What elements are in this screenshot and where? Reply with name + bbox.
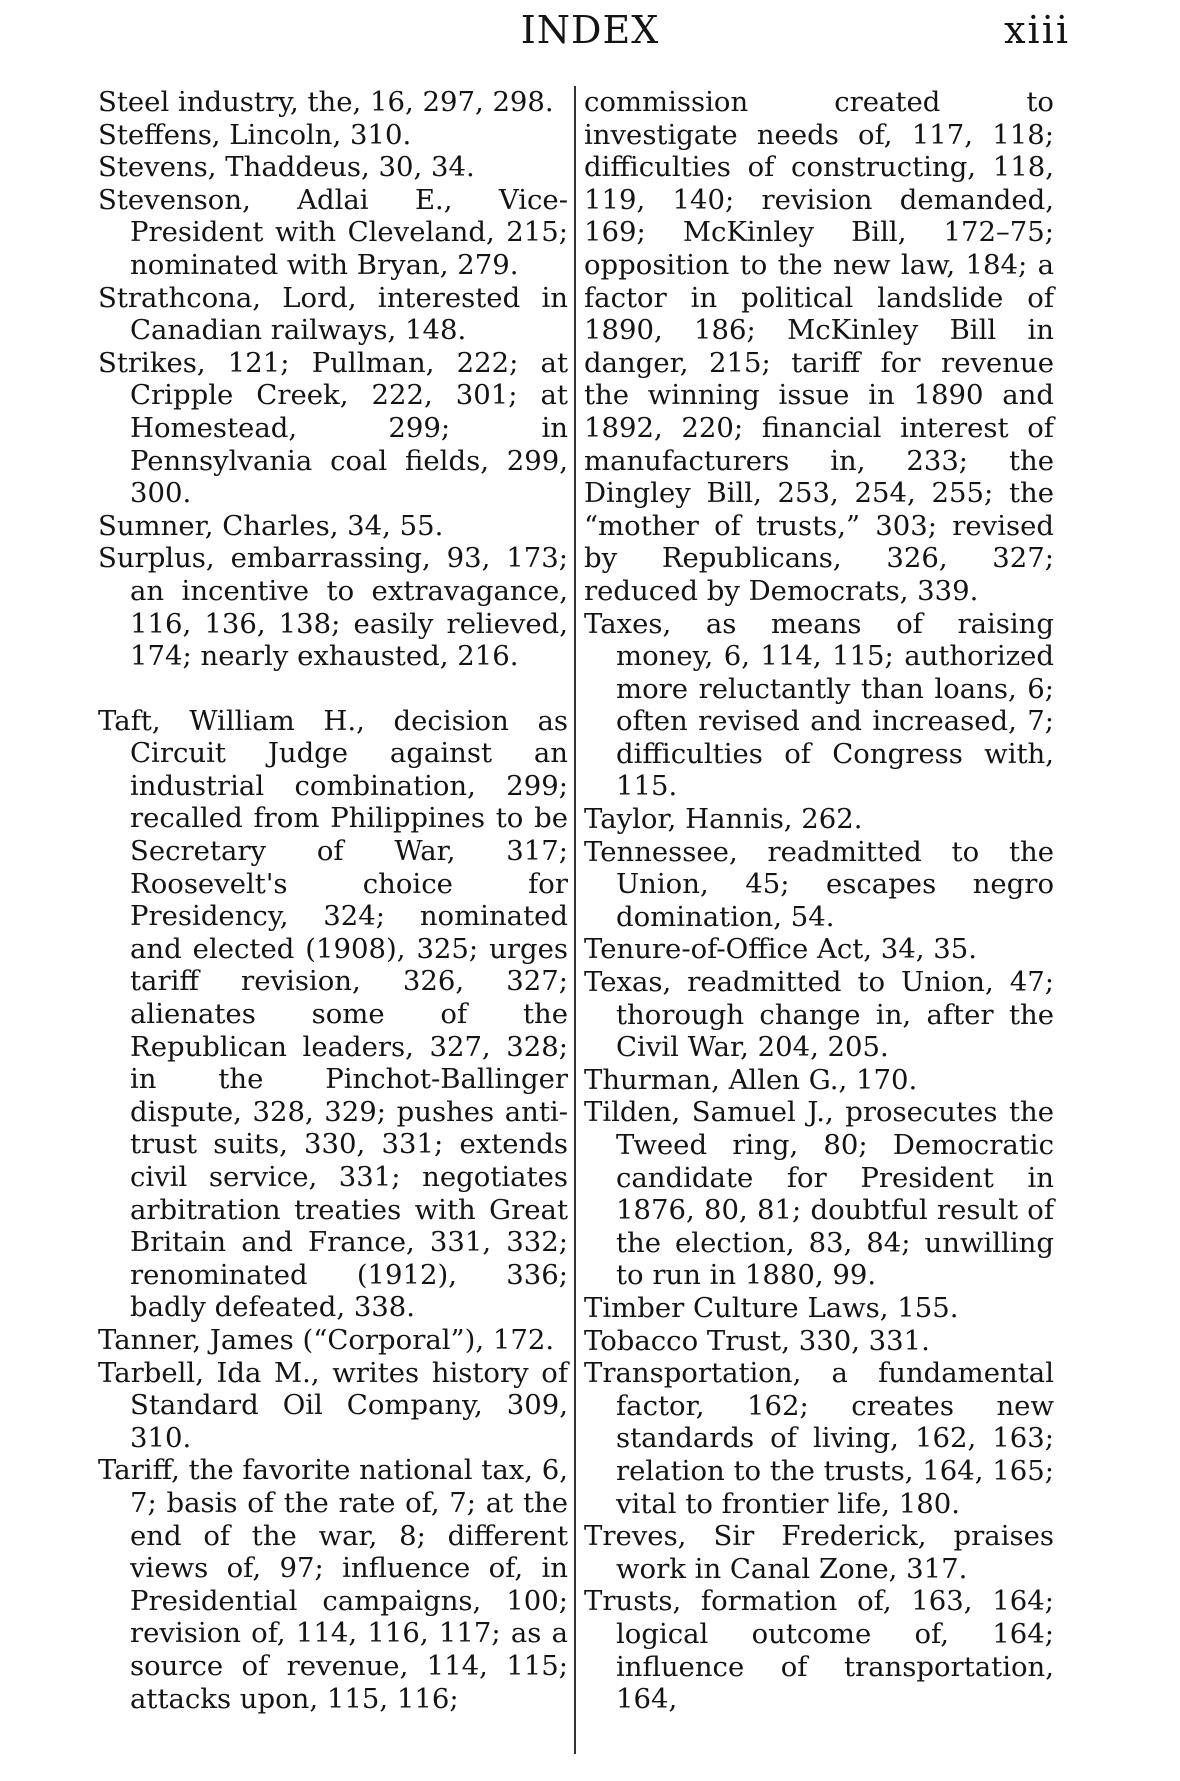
page-title: INDEX [520, 8, 660, 52]
index-entry: Treves, Sir Frederick, praises work in Canal Zone, 317. [584, 1520, 1054, 1585]
letter-section-gap [98, 673, 568, 705]
running-head [0, 4, 1180, 64]
index-entry: Transportation, a fundamental factor, 162; creates new standards of living, 162, 163; relation to the trusts, 164, 165; vital to frontier life, 180. [584, 1357, 1054, 1520]
index-entry: Stevens, Thaddeus, 30, 34. [98, 151, 475, 184]
index-entry: Tobacco Trust, 330, 331. [584, 1324, 930, 1357]
index-entry: Steffens, Lincoln, 310. [98, 118, 412, 151]
index-column-left [98, 86, 568, 1715]
index-entry: Stevenson, Adlai E., Vice-President with Cleveland, 215; nominated with Bryan, 279. [98, 183, 568, 281]
page-number: xiii [1004, 8, 1070, 52]
index-entry: Tenure-of-Office Act, 34, 35. [584, 933, 977, 966]
index-entry: Tarbell, Ida M., writes history of Standard Oil Company, 309, 310. [98, 1356, 568, 1454]
index-entry: Surplus, embarrassing, 93, 173; an incentive to extravagance, 116, 136, 138; easily relieved, 174; nearly exhausted, 216. [98, 542, 568, 673]
index-entry: Tennessee, readmitted to the Union, 45; escapes negro domination, 54. [584, 835, 1054, 933]
index-entry: Trusts, formation of, 163, 164; logical outcome of, 164; influence of transportation, 164, [584, 1585, 1054, 1716]
index-entry: Taxes, as means of raising money, 6, 114, 115; authorized more reluctantly than loans, 6; often revised and increased, 7; difficulties of Congress with, 115. [584, 607, 1054, 803]
index-entry: Thurman, Allen G., 170. [584, 1063, 918, 1096]
index-entry-continued: commission created to investigate needs of, 117, 118; difficulties of constructing, 118, 119, 140; revision demanded, 169; McKinley Bill, 172–75; opposition to the new law, 184; a factor in political landslide of 1890, 186; McKinley Bill in danger, 215; tariff for revenue the winning issue in 1890 and 1892, 220; financial interest of manufacturers in, 233; the Dingley Bill, 253, 254, 255; the “mother of trusts,” 303; revised by Republicans, 326, 327; reduced by Democrats, 339. [584, 86, 1054, 607]
index-entry: Steel industry, the, 16, 297, 298. [98, 86, 554, 118]
index-entry: Texas, readmitted to Union, 47; thorough change in, after the Civil War, 204, 205. [584, 966, 1054, 1064]
index-entry: Timber Culture Laws, 155. [584, 1291, 959, 1324]
column-divider [574, 86, 576, 1754]
index-entry: Tariff, the favorite national tax, 6, 7; basis of the rate of, 7; at the end of the war, 8; different views of, 97; influence of, in Presidential campaigns, 100; revision of, 114, 116, 117; as a source of revenue, 114, 115; attacks upon, 115, 116; [98, 1454, 568, 1715]
index-entry: Taft, William H., decision as Circuit Judge against an industrial combination, 299; recalled from Philippines to be Secretary of War, 317; Roosevelt's choice for Presidency, 324; nominated and elected (1908), 325; urges tariff revision, 326, 327; alienates some of the Republican leaders, 327, 328; in the Pinchot-Ballinger dispute, 328, 329; pushes anti-trust suits, 330, 331; extends civil service, 331; negotiates arbitration treaties with Great Britain and France, 331, 332; renominated (1912), 336; badly defeated, 338. [98, 704, 568, 1324]
index-entry: Taylor, Hannis, 262. [584, 803, 863, 836]
index-column-right [584, 86, 1054, 1716]
index-entry: Strathcona, Lord, interested in Canadian railways, 148. [98, 281, 568, 347]
index-entry: Tanner, James (“Corporal”), 172. [98, 1323, 555, 1356]
index-entry: Sumner, Charles, 34, 55. [98, 509, 444, 542]
index-entry: Tilden, Samuel J., prosecutes the Tweed ring, 80; Democratic candidate for President in 1876, 80, 81; doubtful result of the election, 83, 84; unwilling to run in 1880, 99. [584, 1096, 1054, 1292]
index-entry: Strikes, 121; Pullman, 222; at Cripple Creek, 222, 301; at Homestead, 299; in Pennsylvania coal fields, 299, 300. [98, 346, 568, 510]
